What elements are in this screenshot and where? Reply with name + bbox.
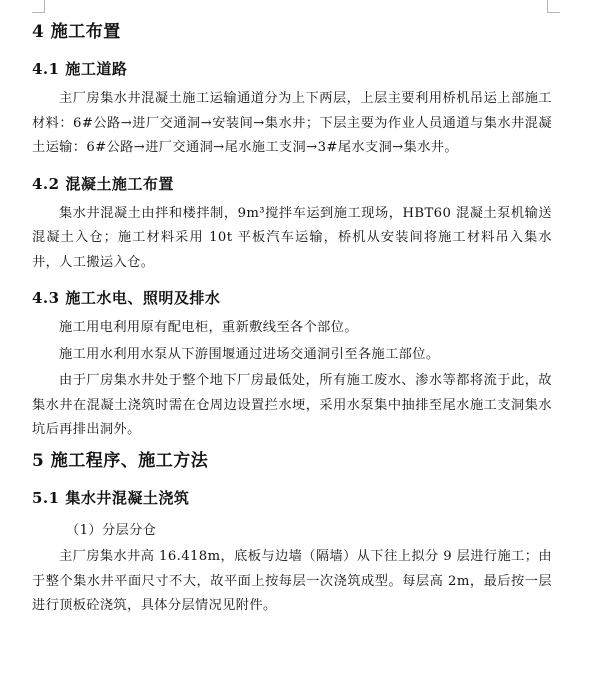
subsection-heading-4-2: 4.2 混凝土施工布置	[32, 174, 174, 193]
section-heading-4: 4 施工布置	[32, 22, 121, 42]
document-page	[32, 14, 552, 619]
page-corner-mark-left	[32, 0, 45, 13]
paragraph-power-supply: 施工用电利用原有配电柜，重新敷线至各个部位。	[59, 320, 358, 335]
paragraph-construction-roads: 主厂房集水井混凝土施工运输通道分为上下两层，上层主要利用桥机吊运上部施工材料：6#公路→进厂交通洞→安装间→集水井；下层主要为作业人员通道与集水井混凝土运输：6#公路→进厂交通洞→尾水施工支洞→3#尾水支洞→集水井。	[32, 91, 552, 155]
subsection-heading-5-1: 5.1 集水井混凝土浇筑	[32, 488, 190, 507]
page-corner-mark-right	[547, 0, 560, 13]
paragraph-pouring-layers: 主厂房集水井高 16.418m，底板与边墙（隔墙）从下往上拟分 9 层进行施工；由于整个集水井平面尺寸不大，故平面上按每层一次浇筑成型。每层高 2m，最后按一层进行顶板砼浇筑，具体分层情况见附件。	[32, 549, 552, 613]
list-item-layering: （1）分层分仓	[66, 522, 157, 538]
subsection-heading-4-3: 4.3 施工水电、照明及排水	[32, 289, 221, 307]
section-heading-5: 5 施工程序、施工方法	[32, 450, 209, 471]
paragraph-drainage: 由于厂房集水井处于整个地下厂房最低处，所有施工废水、渗水等都将流于此，故集水井在混凝土浇筑时需在仓周边设置拦水埂，采用水泵集中抽排至尾水施工支洞集水坑后再排出洞外。	[32, 373, 552, 437]
paragraph-concrete-layout: 集水井混凝土由拌和楼拌制，9m³搅拌车运到施工现场，HBT60 混凝土泵机输送混凝土入仓；施工材料采用 10t 平板汽车运输，桥机从安装间将施工材料吊入集水井，人工搬运入仓。	[32, 205, 552, 270]
subsection-heading-4-1: 4.1 施工道路	[32, 60, 128, 78]
paragraph-water-supply: 施工用水利用水泵从下游围堰通过进场交通洞引至各施工部位。	[59, 346, 440, 362]
